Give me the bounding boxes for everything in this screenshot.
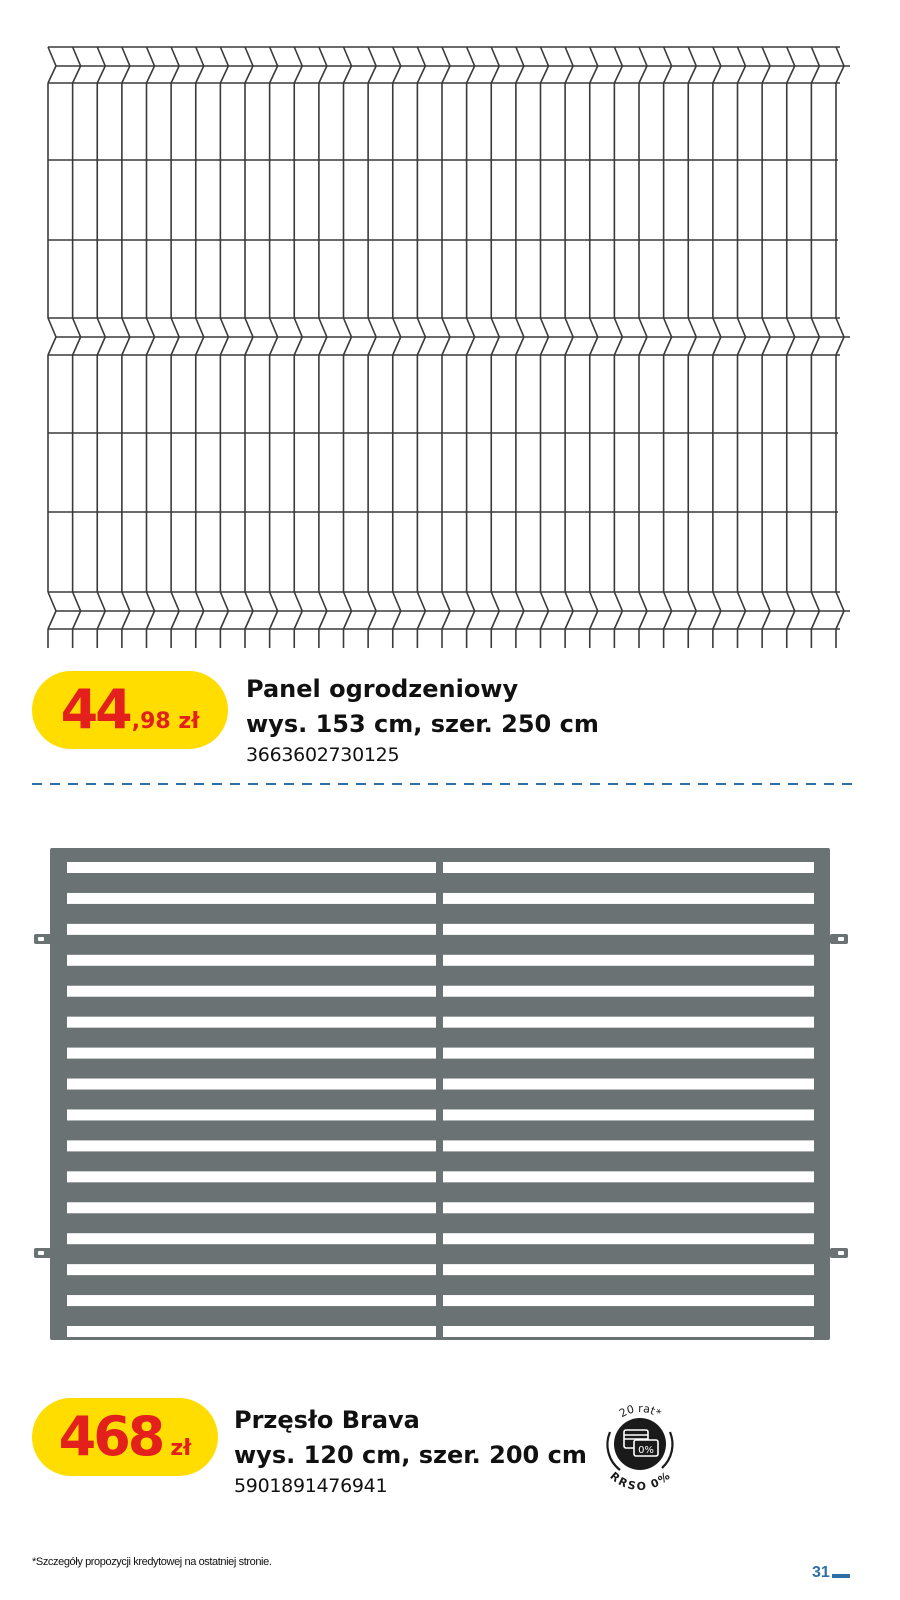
footnote: *Szczegóły propozycji kredytowej na ostatniej stronie.	[32, 1556, 272, 1568]
credit-badge-center-text: 0%	[638, 1445, 654, 1456]
installments-credit-icon	[594, 1398, 686, 1490]
product-title: Przęsło Brava	[234, 1406, 420, 1434]
price-badge	[32, 671, 228, 749]
svg-text:20 rat*	[617, 1402, 664, 1420]
price-currency: zł	[170, 1436, 192, 1461]
product-title: Panel ogrodzeniowy	[246, 675, 519, 703]
product-dimensions: wys. 120 cm, szer. 200 cm	[234, 1441, 587, 1469]
wire-fence-panel-image	[0, 0, 900, 660]
page-number-text: 31	[812, 1564, 830, 1581]
product-dimensions: wys. 153 cm, szer. 250 cm	[246, 710, 599, 738]
product-info	[246, 672, 599, 768]
dashed-divider	[32, 783, 854, 785]
svg-text:RRSO 0%	[607, 1469, 672, 1490]
price-main: 44	[60, 678, 130, 741]
credit-badge-top-text: 20 rat*	[617, 1401, 664, 1421]
product-code: 5901891476941	[234, 1475, 388, 1497]
page-number-bar	[832, 1574, 850, 1578]
page-number	[812, 1564, 850, 1582]
credit-badge-bottom-text: RRSO 0%	[607, 1469, 673, 1490]
price-cents: ,98 zł	[131, 709, 200, 734]
price-badge	[32, 1398, 218, 1476]
price-main: 468	[58, 1405, 163, 1468]
product-info	[234, 1403, 587, 1499]
product-code: 3663602730125	[246, 744, 400, 766]
brava-fence-image	[0, 830, 900, 1350]
